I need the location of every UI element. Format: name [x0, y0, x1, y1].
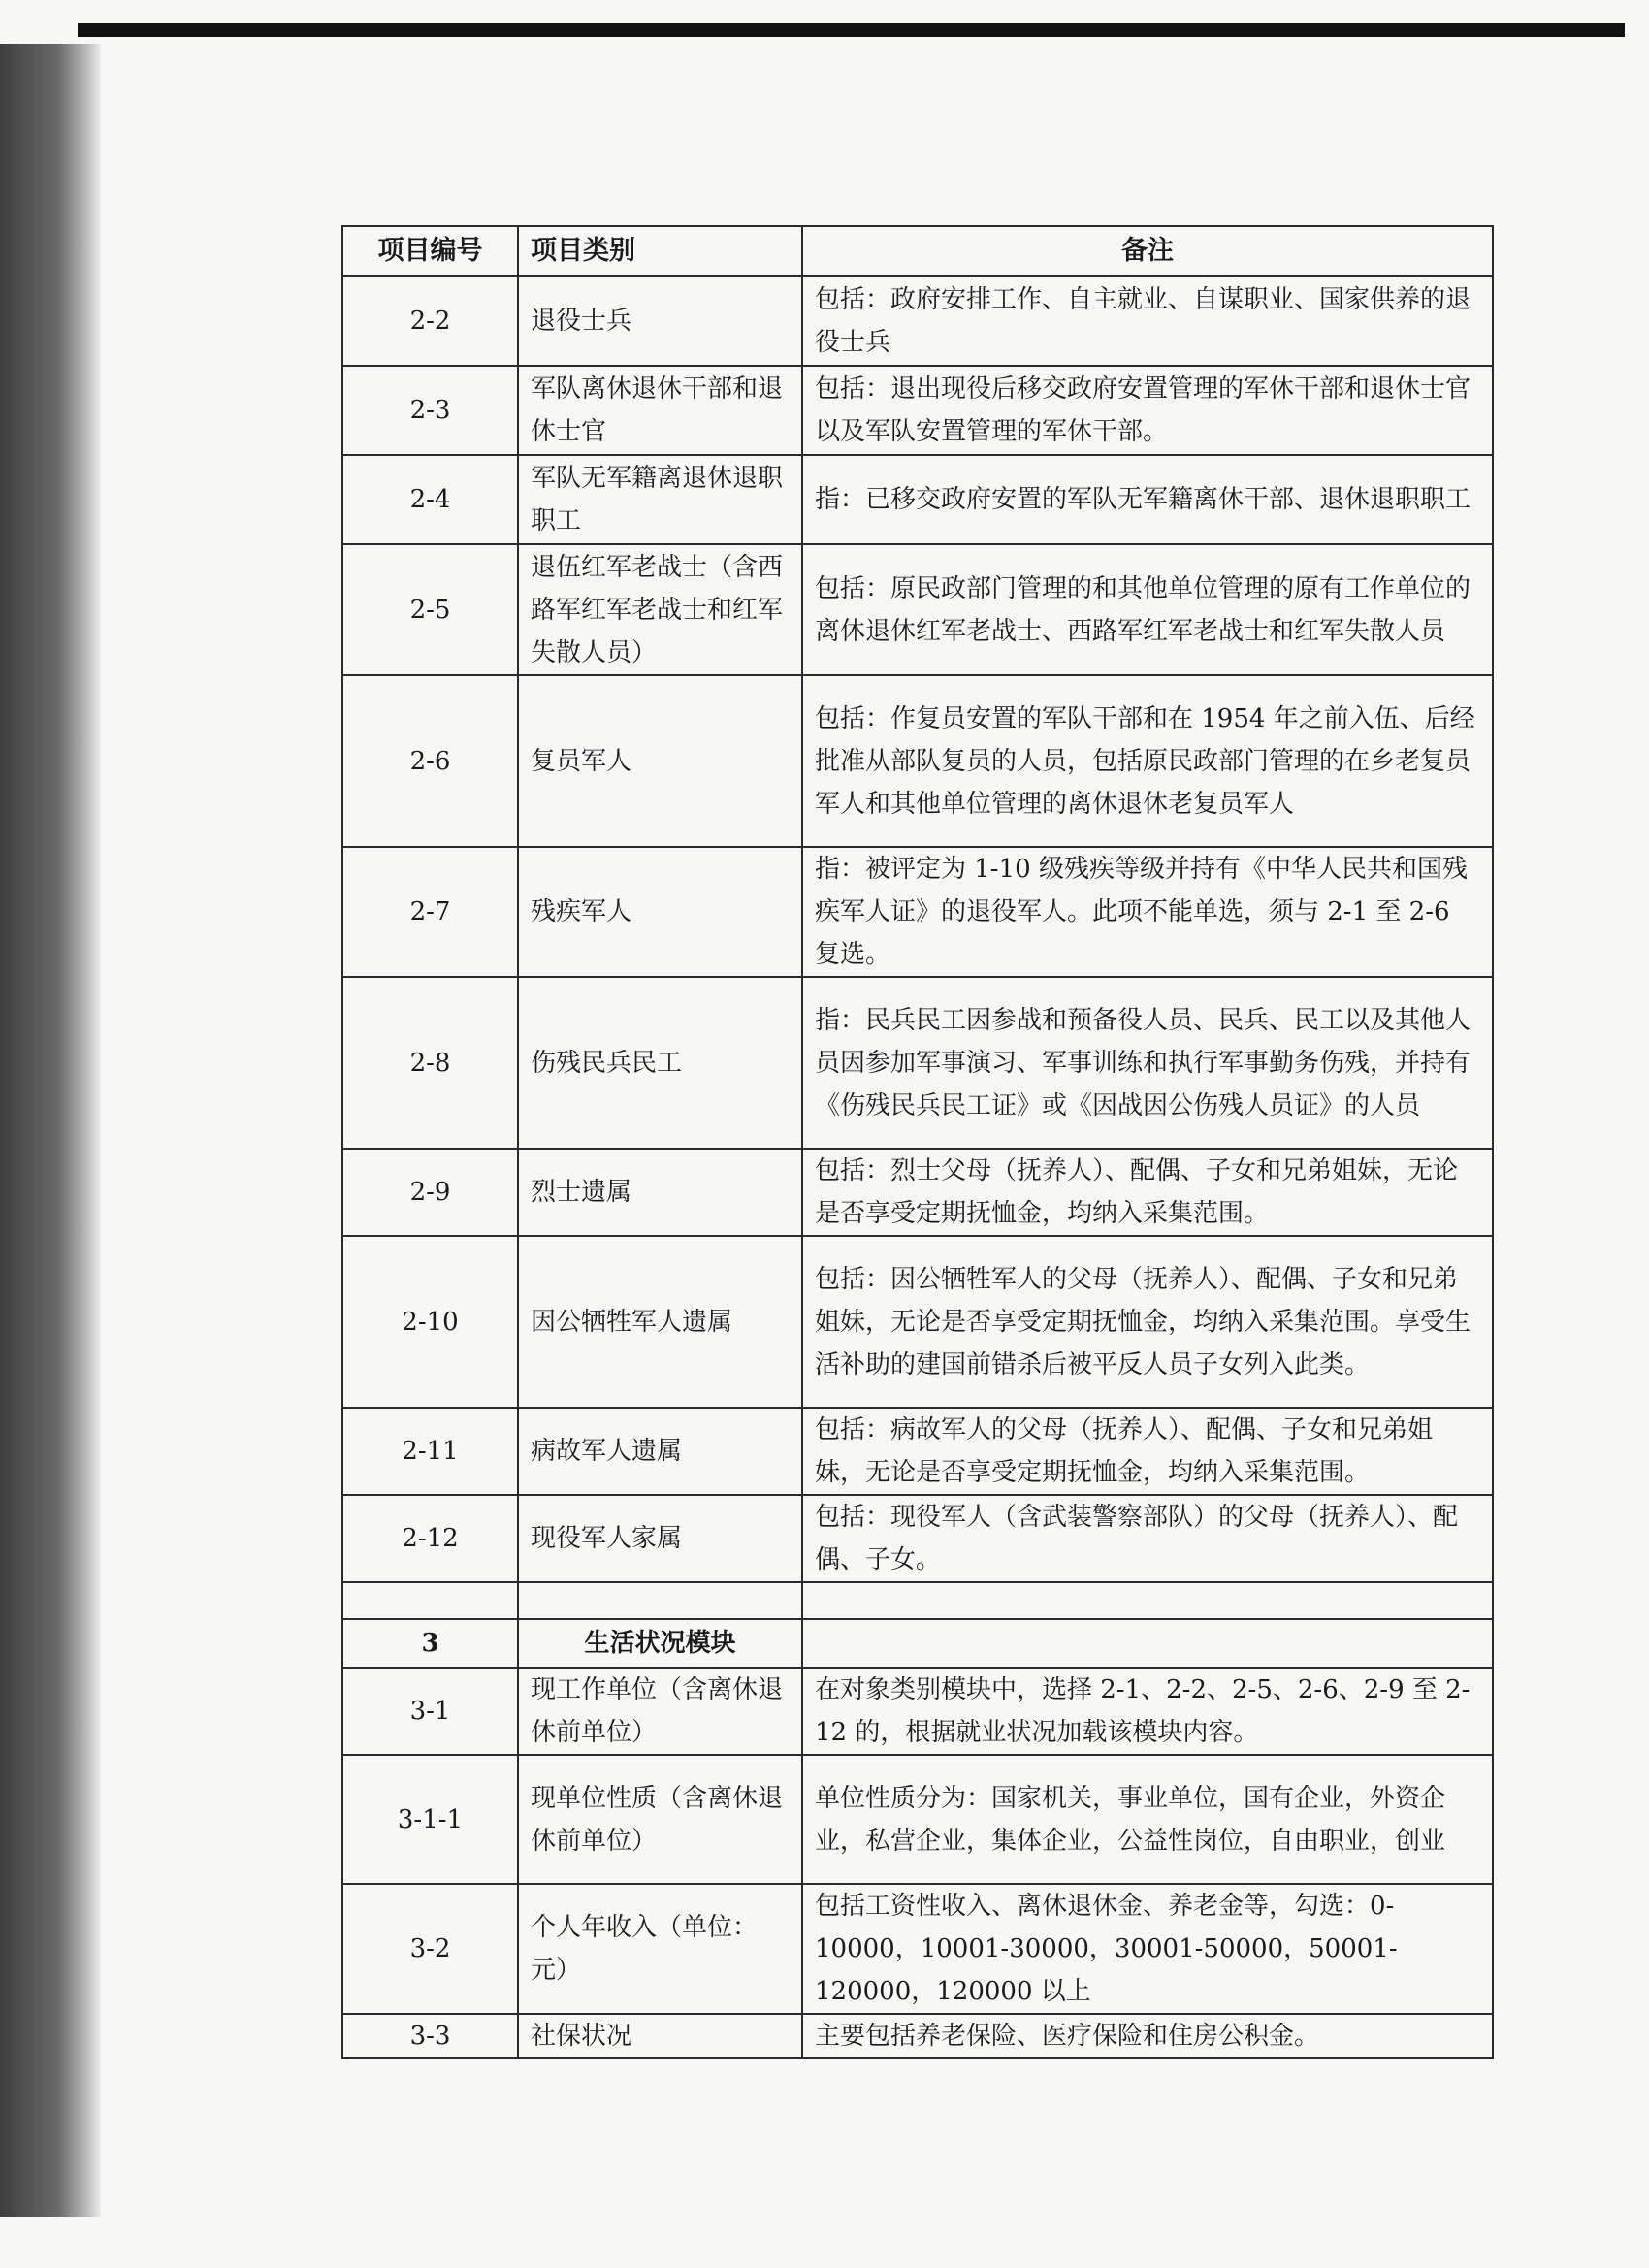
table-row [342, 675, 1493, 847]
row-note: 包括工资性收入、离休退休金、养老金等，勾选：0-10000，10001-30000，30001-50000，50001-120000，120000 以上 [802, 1884, 1493, 2014]
row-note: 单位性质分为：国家机关，事业单位，国有企业，外资企业，私营企业，集体企业，公益性岗位，自由职业，创业 [802, 1755, 1493, 1884]
row-code: 3-2 [342, 1884, 518, 2014]
header-category: 项目类别 [518, 226, 802, 276]
table-row [342, 1149, 1493, 1236]
row-note: 包括：政府安排工作、自主就业、自谋职业、国家供养的退役士兵 [802, 276, 1493, 366]
row-code: 2-5 [342, 544, 518, 675]
row-category: 军队无军籍离退休退职职工 [518, 455, 802, 544]
blank-row [342, 1582, 1493, 1619]
row-note: 包括：退出现役后移交政府安置管理的军休干部和退休士官以及军队安置管理的军休干部。 [802, 366, 1493, 455]
table-row [342, 1668, 1493, 1755]
row-category: 复员军人 [518, 675, 802, 847]
row-code: 2-9 [342, 1149, 518, 1236]
row-code: 2-3 [342, 366, 518, 455]
row-code: 3-1-1 [342, 1755, 518, 1884]
row-category: 军队离休退休干部和退休士官 [518, 366, 802, 455]
row-code: 2-4 [342, 455, 518, 544]
table-row [342, 1408, 1493, 1495]
row-code: 2-2 [342, 276, 518, 366]
row-code: 2-6 [342, 675, 518, 847]
row-note: 包括：因公牺牲军人的父母（抚养人）、配偶、子女和兄弟姐妹，无论是否享受定期抚恤金，均纳入采集范围。享受生活补助的建国前错杀后被平反人员子女列入此类。 [802, 1236, 1493, 1408]
row-note: 指：被评定为 1-10 级残疾等级并持有《中华人民共和国残疾军人证》的退役军人。此项不能单选，须与 2-1 至 2-6 复选。 [802, 847, 1493, 977]
section-note [802, 1619, 1493, 1668]
row-category: 退役士兵 [518, 276, 802, 366]
table-header-row [342, 226, 1493, 276]
table-row [342, 2014, 1493, 2058]
row-code: 2-11 [342, 1408, 518, 1495]
row-code: 2-10 [342, 1236, 518, 1408]
table-row [342, 1884, 1493, 2014]
section-code: 3 [342, 1619, 518, 1668]
row-category: 退伍红军老战士（含西路军红军老战士和红军失散人员） [518, 544, 802, 675]
scan-left-edge [0, 44, 101, 2217]
row-category: 病故军人遗属 [518, 1408, 802, 1495]
row-code: 2-8 [342, 977, 518, 1149]
row-note: 包括：作复员安置的军队干部和在 1954 年之前入伍、后经批准从部队复员的人员，包括原民政部门管理的在乡老复员军人和其他单位管理的离休退休老复员军人 [802, 675, 1493, 847]
row-note: 包括：病故军人的父母（抚养人）、配偶、子女和兄弟姐妹，无论是否享受定期抚恤金，均纳入采集范围。 [802, 1408, 1493, 1495]
row-note: 指：民兵民工因参战和预备役人员、民兵、民工以及其他人员因参加军事演习、军事训练和执行军事勤务伤残，并持有《伤残民兵民工证》或《因战因公伤残人员证》的人员 [802, 977, 1493, 1149]
blank-cell [342, 1582, 518, 1619]
blank-cell [802, 1582, 1493, 1619]
table-row [342, 366, 1493, 455]
row-note: 指：已移交政府安置的军队无军籍离休干部、退休退职职工 [802, 455, 1493, 544]
row-category: 烈士遗属 [518, 1149, 802, 1236]
row-category: 个人年收入（单位：元） [518, 1884, 802, 2014]
table-row [342, 455, 1493, 544]
row-code: 2-7 [342, 847, 518, 977]
row-category: 因公牺牲军人遗属 [518, 1236, 802, 1408]
table-row [342, 1236, 1493, 1408]
header-note: 备注 [802, 226, 1493, 276]
table-row [342, 544, 1493, 675]
table-row [342, 1755, 1493, 1884]
row-note: 包括：烈士父母（抚养人）、配偶、子女和兄弟姐妹，无论是否享受定期抚恤金，均纳入采集范围。 [802, 1149, 1493, 1236]
section-row [342, 1619, 1493, 1668]
table-row [342, 1495, 1493, 1582]
row-category: 社保状况 [518, 2014, 802, 2058]
row-note: 主要包括养老保险、医疗保险和住房公积金。 [802, 2014, 1493, 2058]
row-category: 伤残民兵民工 [518, 977, 802, 1149]
row-category: 现单位性质（含离休退休前单位） [518, 1755, 802, 1884]
table-row [342, 977, 1493, 1149]
section-title: 生活状况模块 [518, 1619, 802, 1668]
row-code: 2-12 [342, 1495, 518, 1582]
row-category: 现工作单位（含离休退休前单位） [518, 1668, 802, 1755]
row-note: 在对象类别模块中，选择 2-1、2-2、2-5、2-6、2-9 至 2-12 的，根据就业状况加载该模块内容。 [802, 1668, 1493, 1755]
scan-top-edge [78, 23, 1625, 37]
row-category: 残疾军人 [518, 847, 802, 977]
blank-cell [518, 1582, 802, 1619]
row-code: 3-1 [342, 1668, 518, 1755]
row-note: 包括：现役军人（含武装警察部队）的父母（抚养人）、配偶、子女。 [802, 1495, 1493, 1582]
table-row [342, 276, 1493, 366]
row-code: 3-3 [342, 2014, 518, 2058]
row-note: 包括：原民政部门管理的和其他单位管理的原有工作单位的离休退休红军老战士、西路军红军老战士和红军失散人员 [802, 544, 1493, 675]
category-table [341, 225, 1494, 2059]
row-category: 现役军人家属 [518, 1495, 802, 1582]
table-row [342, 847, 1493, 977]
header-code: 项目编号 [342, 226, 518, 276]
